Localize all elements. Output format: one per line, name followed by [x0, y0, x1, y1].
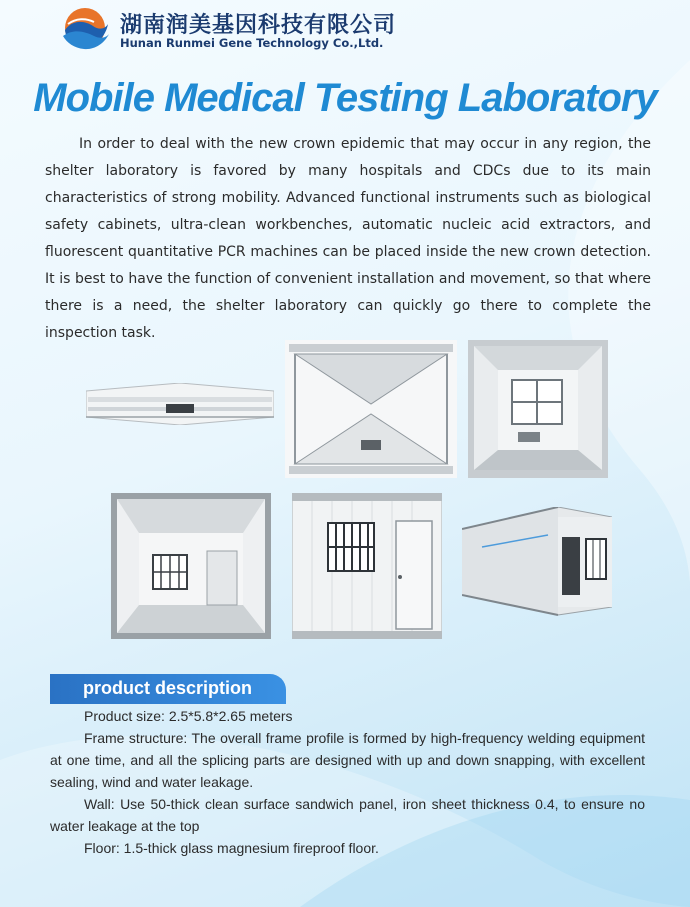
photo-interior-door-view — [111, 493, 271, 639]
photo-folded-container — [86, 383, 274, 425]
photo-unfolding-frame — [285, 340, 457, 478]
section-heading: product description — [83, 678, 253, 698]
photo-exterior-front — [292, 493, 442, 639]
photo-interior-window-view — [468, 340, 608, 478]
spec-floor: Floor: 1.5-thick glass magnesium fireproof floor. — [84, 840, 379, 856]
page-title: Mobile Medical Testing Laboratory — [33, 76, 657, 120]
company-name-en: Hunan Runmei Gene Technology Co.,Ltd. — [120, 36, 384, 50]
section-heading-tab — [50, 674, 286, 704]
company-logo — [60, 6, 110, 50]
spec-size: Product size: 2.5*5.8*2.65 meters — [84, 708, 293, 724]
company-name-cn: 湖南润美基因科技有限公司 — [120, 13, 397, 38]
spec-frame: Frame structure: The overall frame profile is formed by high-frequency welding equipment at one time, and all the splicing parts are designed with up and down snapping, with excellent sealing, wind and water leakage. — [50, 730, 645, 790]
photo-exterior-angle — [462, 507, 612, 617]
product-description — [50, 705, 645, 859]
intro-paragraph: In order to deal with the new crown epidemic that may occur in any region, the shelter laboratory is favored by many hospitals and CDCs due to its main characteristics of strong mobility. Advanced functional instruments such as biological safety cabinets, ultra-clean workbenches, automatic nucleic acid extractors, and fluorescent quantitative PCR machines can be placed inside the new crown detection. It is best to have the function of convenient installation and movement, so that where there is a need, the shelter laboratory can quickly go there to complete the inspection task. — [45, 136, 651, 341]
spec-wall: Wall: Use 50-thick clean surface sandwich panel, iron sheet thickness 0.4, to ensure no water leakage at the top — [50, 796, 645, 834]
